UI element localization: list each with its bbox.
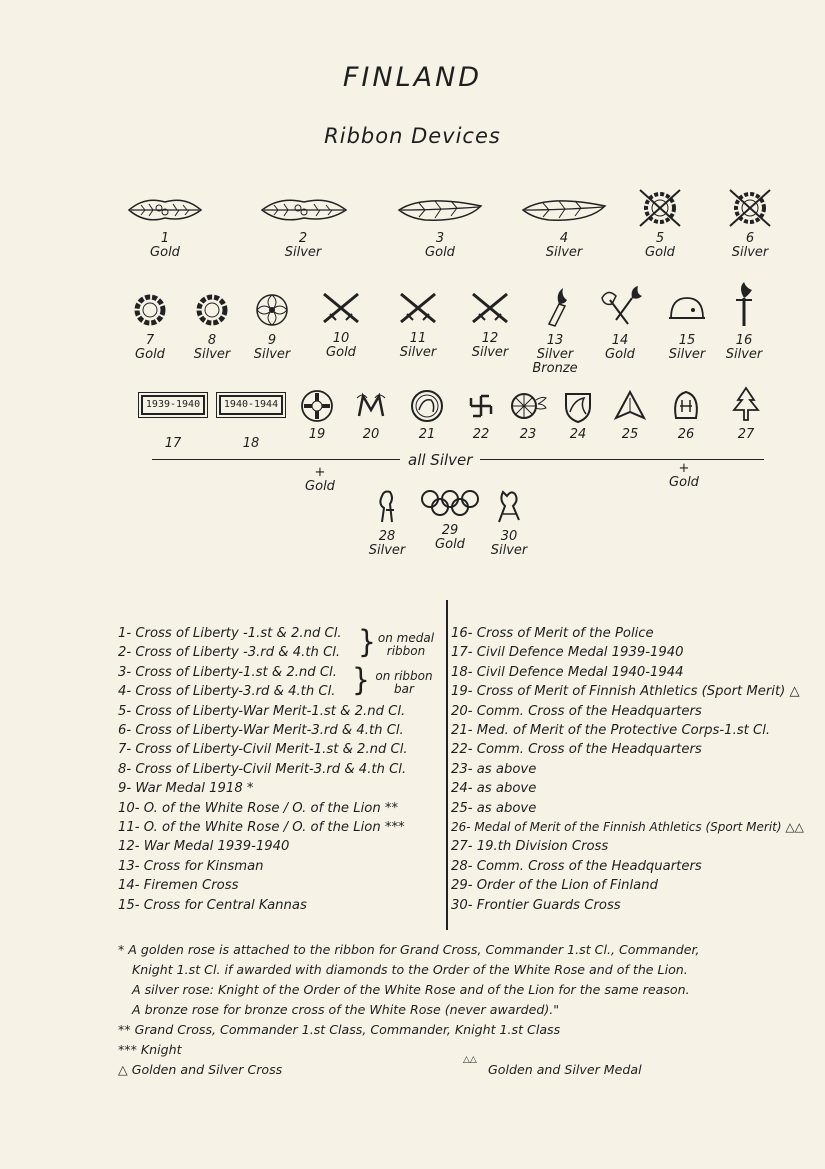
legend-item: 20- Comm. Cross of the Headquarters: [451, 703, 702, 719]
oak-leaf-icon: [395, 192, 485, 228]
device-number: 23: [519, 427, 537, 442]
device-number: 7: [145, 333, 155, 348]
note-on-ribbon-bar: on ribbon bar: [375, 669, 433, 696]
symbol-double-triangle: Golden and Silver Medal: [488, 1062, 642, 1077]
plus-gold-19: [295, 466, 345, 494]
torch-icon: [535, 284, 575, 330]
device-metal: Silver: [545, 245, 583, 260]
device-metal: Silver: [368, 543, 406, 558]
legend-item: 13- Cross for Kinsman: [118, 858, 264, 874]
device-number: 2: [298, 231, 308, 246]
crossed-swords-icon: [395, 288, 441, 328]
device-6: [705, 186, 795, 260]
footnote-silver-rose: A silver rose: Knight of the Order of the White Rose and of the Lion for the same reason.: [132, 982, 690, 997]
device-metal: Silver: [471, 345, 509, 360]
legend-item: 14- Firemen Cross: [118, 878, 239, 894]
device-number: 10: [332, 331, 350, 346]
legend-item: 18- Civil Defence Medal 1940-1944: [451, 664, 684, 680]
wreath-icon: [192, 290, 232, 330]
device-number: 12: [481, 331, 499, 346]
device-metal: Silver: [284, 245, 322, 260]
gold-label: Gold: [305, 479, 335, 494]
legend-item: 2- Cross of Liberty -3.rd & 4.th Cl.: [118, 645, 341, 661]
oak-leaf-icon: [519, 192, 609, 228]
athletics-badge-icon: [668, 388, 704, 424]
device-metal: Silver: [536, 347, 574, 362]
device-number: 30: [500, 529, 518, 544]
wreath-swords-icon: [724, 186, 776, 228]
plus-mark: +: [678, 461, 690, 476]
device-metal: Gold: [150, 245, 180, 260]
device-metal: Silver: [253, 347, 291, 362]
device-metal: Silver: [399, 345, 437, 360]
legend-item: 10- O. of the White Rose / O. of the Lion **: [118, 800, 399, 816]
device-metal: Silver: [490, 543, 528, 558]
device-2: [258, 192, 348, 260]
device-number: 4: [559, 231, 569, 246]
axe-torch-icon: [594, 284, 646, 330]
device-17: [128, 395, 218, 451]
legend-item: 27- 19.th Division Cross: [451, 839, 609, 855]
legend-item: 1- Cross of Liberty -1.st & 2.nd Cl.: [118, 626, 342, 641]
fir-tree-icon: [728, 384, 764, 424]
brace-bar: }: [352, 661, 370, 698]
device-number: 22: [472, 427, 490, 442]
device-metal: Gold: [605, 347, 635, 362]
date-bar-icon: 1940-1944: [219, 395, 283, 415]
device-1: [120, 192, 210, 260]
device-metal: Silver: [731, 245, 769, 260]
device-number: 19: [308, 427, 326, 442]
sword-icon: [724, 280, 764, 330]
legend-item: 30- Frontier Guards Cross: [451, 897, 621, 913]
legend-divider: [446, 600, 448, 930]
device-5: [615, 186, 705, 260]
crossed-swords-icon: [467, 288, 513, 328]
plus-mark: +: [314, 465, 326, 480]
date-bar-icon: 1939-1940: [141, 395, 205, 415]
device-metal: Gold: [645, 245, 675, 260]
device-metal: Silver: [193, 347, 231, 362]
device-metal: Silver: [668, 347, 706, 362]
legend-item: 26- Medal of Merit of the Finnish Athletics (Sport Merit) △△: [451, 820, 804, 835]
legend-item: 22- Comm. Cross of the Headquarters: [451, 742, 702, 758]
device-number: 20: [362, 427, 380, 442]
legend-item: 12- War Medal 1939-1940: [118, 839, 290, 855]
device-number: 11: [409, 331, 427, 346]
legend-item: 9- War Medal 1918 *: [118, 781, 254, 797]
legend-item: 19- Cross of Merit of Finnish Athletics (Sport Merit) △: [451, 684, 800, 700]
wreath-swords-icon: [634, 186, 686, 228]
wreath-icon: [130, 290, 170, 330]
device-number: 16: [735, 333, 753, 348]
all-silver-label: all Silver: [400, 451, 480, 469]
legend-item: 6- Cross of Liberty-War Merit-3.rd & 4.th Cl.: [118, 723, 404, 739]
device-number: 15: [678, 333, 696, 348]
device-number: 27: [737, 427, 755, 442]
device-30: [464, 486, 554, 558]
brace-medal: }: [358, 623, 376, 660]
device-number: 18: [242, 436, 260, 451]
footnote-bronze-rose: A bronze rose for bronze cross of the White Rose (never awarded).": [132, 1002, 560, 1017]
oak-leaf-spray-icon: [258, 192, 350, 228]
note-on-medal-ribbon: on medal ribbon: [377, 631, 435, 658]
device-metal: Gold: [435, 537, 465, 552]
device-number: 24: [569, 427, 587, 442]
device-number: 3: [435, 231, 445, 246]
rose-icon: [252, 290, 292, 330]
device-number: 26: [677, 427, 695, 442]
legend-item: 28- Comm. Cross of the Headquarters: [451, 858, 702, 874]
legend-item: 16- Cross of Merit of the Police: [451, 626, 654, 641]
footnote-triple-star: *** Knight: [118, 1042, 182, 1057]
device-metal: Silver: [725, 347, 763, 362]
page-title: FINLAND: [342, 62, 483, 93]
bear-icon: [372, 486, 402, 526]
device-number: 21: [418, 427, 436, 442]
device-3: [395, 192, 485, 260]
device-number: 28: [378, 529, 396, 544]
device-metal: Gold: [425, 245, 455, 260]
device-metal: Gold: [326, 345, 356, 360]
symbol-single-triangle: △ Golden and Silver Cross: [118, 1062, 283, 1077]
device-number: 25: [621, 427, 639, 442]
oak-leaf-spray-icon: [125, 192, 205, 228]
legend-item: 24- as above: [451, 781, 537, 797]
legend-item: 8- Cross of Liberty-Civil Merit-3.rd & 4.th Cl.: [118, 761, 407, 777]
device-number: 9: [267, 333, 277, 348]
lynx-icon: [491, 486, 527, 526]
footnote-star: * A golden rose is attached to the ribbon for Grand Cross, Commander 1.st Cl., Commander,: [118, 942, 700, 957]
device-number: 29: [441, 523, 459, 538]
legend-item: 21- Med. of Merit of the Protective Corps-1.st Cl.: [451, 723, 771, 739]
double-triangle-icon: △△: [463, 1055, 477, 1065]
symbol-key: [118, 1055, 808, 1082]
plus-gold-26: [659, 462, 709, 490]
device-number: 1: [160, 231, 170, 246]
legend-right: [451, 624, 804, 915]
device-metal-alt: Bronze: [532, 361, 578, 376]
legend-item: 17- Civil Defence Medal 1939-1940: [451, 645, 684, 661]
legend-item: 3- Cross of Liberty-1.st & 2.nd Cl.: [118, 664, 337, 680]
legend-item: 11- O. of the White Rose / O. of the Lion ***: [118, 820, 405, 836]
legend-item: 5- Cross of Liberty-War Merit-1.st & 2.nd Cl.: [118, 703, 406, 719]
footnotes: [118, 940, 808, 1082]
device-metal: Gold: [135, 347, 165, 362]
device-number: 13: [546, 333, 564, 348]
device-number: 8: [207, 333, 217, 348]
crossed-swords-icon: [318, 288, 364, 328]
legend-item: 15- Cross for Central Kannas: [118, 897, 307, 913]
device-number: 14: [611, 333, 629, 348]
legend-item: 29- Order of the Lion of Finland: [451, 878, 658, 894]
page-subtitle: Ribbon Devices: [324, 124, 501, 148]
device-27: [701, 384, 791, 442]
device-number: 6: [745, 231, 755, 246]
footnote-star-cont: Knight 1.st Cl. if awarded with diamonds to the Order of the White Rose and of the Lion.: [132, 962, 688, 977]
legend-item: 4- Cross of Liberty-3.rd & 4.th Cl.: [118, 684, 336, 700]
device-number: 5: [655, 231, 665, 246]
device-4: [519, 192, 609, 260]
legend-item: 25- as above: [451, 800, 537, 816]
device-number: 17: [164, 436, 182, 451]
legend-item: 7- Cross of Liberty-Civil Merit-1.st & 2.nd Cl.: [118, 742, 408, 758]
device-16: [699, 280, 789, 362]
footnote-double-star: ** Grand Cross, Commander 1.st Class, Commander, Knight 1.st Class: [118, 1022, 561, 1037]
legend-item: 23- as above: [451, 761, 537, 777]
gold-label: Gold: [669, 475, 699, 490]
